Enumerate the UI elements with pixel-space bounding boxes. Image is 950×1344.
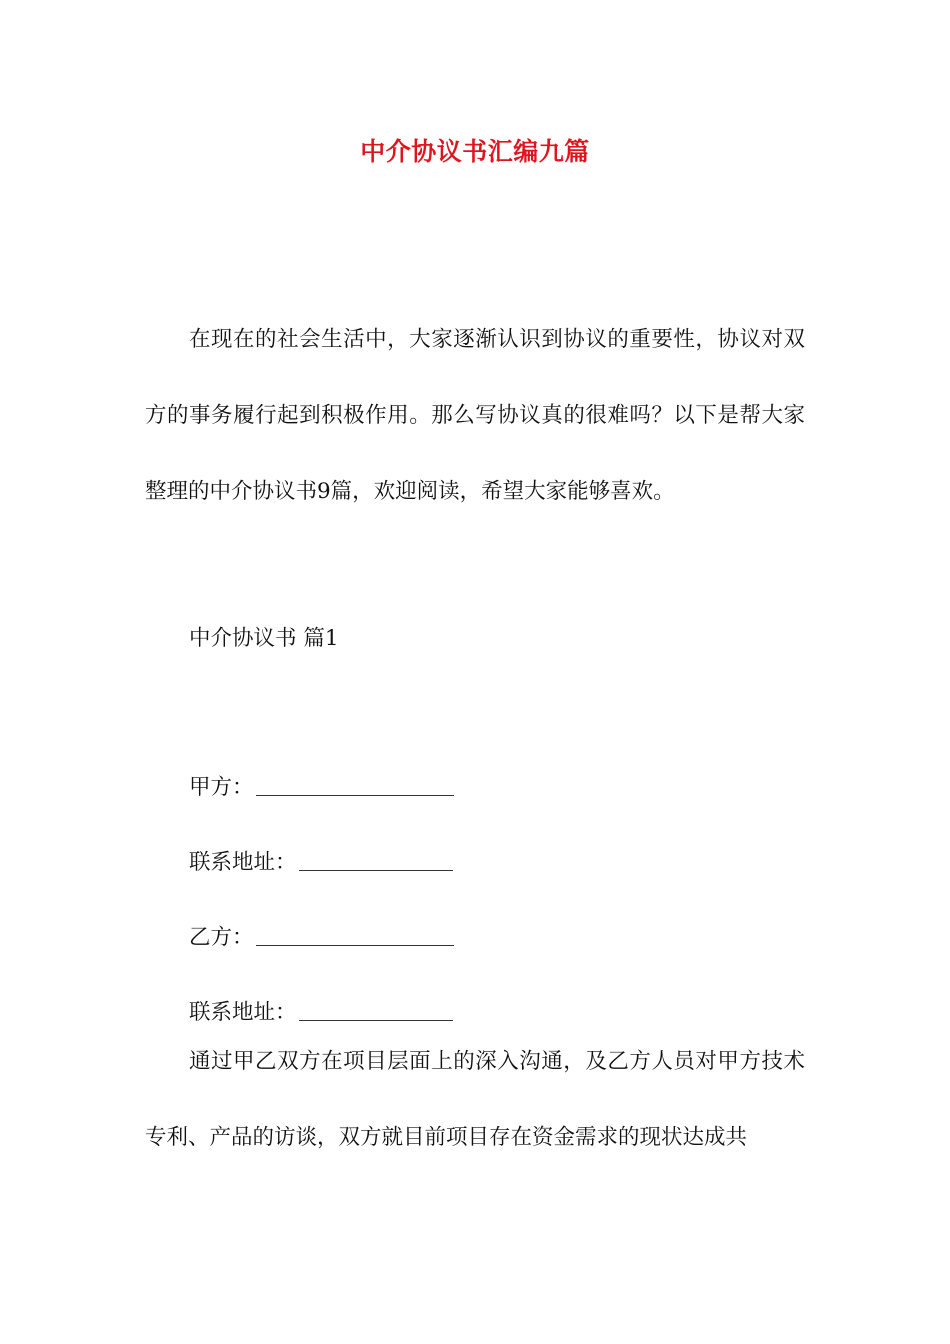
party-b-label: 乙方： (189, 925, 254, 950)
party-a-field (189, 773, 454, 803)
section-heading: 中介协议书 篇1 (189, 626, 339, 651)
party-b-address-blank (299, 998, 453, 1021)
party-a-address-blank (299, 848, 453, 871)
party-a-label: 甲方： (189, 775, 254, 800)
body-paragraph: 通过甲乙双方在项目层面上的深入沟通，及乙方人员对甲方技术专利、产品的访谈，双方就目前项目存在资金需求的现状达成共 (145, 1049, 805, 1150)
party-b-field (189, 923, 454, 953)
party-a-address-label: 联系地址： (189, 850, 297, 875)
party-a-address-field (189, 848, 453, 878)
party-b-address-label: 联系地址： (189, 1000, 297, 1025)
party-b-blank (256, 923, 454, 946)
document-title: 中介协议书汇编九篇 (360, 137, 590, 166)
party-a-blank (256, 773, 454, 796)
intro-paragraph: 在现在的社会生活中，大家逐渐认识到协议的重要性，协议对双方的事务履行起到积极作用。那么写协议真的很难吗？以下是帮大家整理的中介协议书9篇，欢迎阅读，希望大家能够喜欢。 (145, 327, 805, 504)
